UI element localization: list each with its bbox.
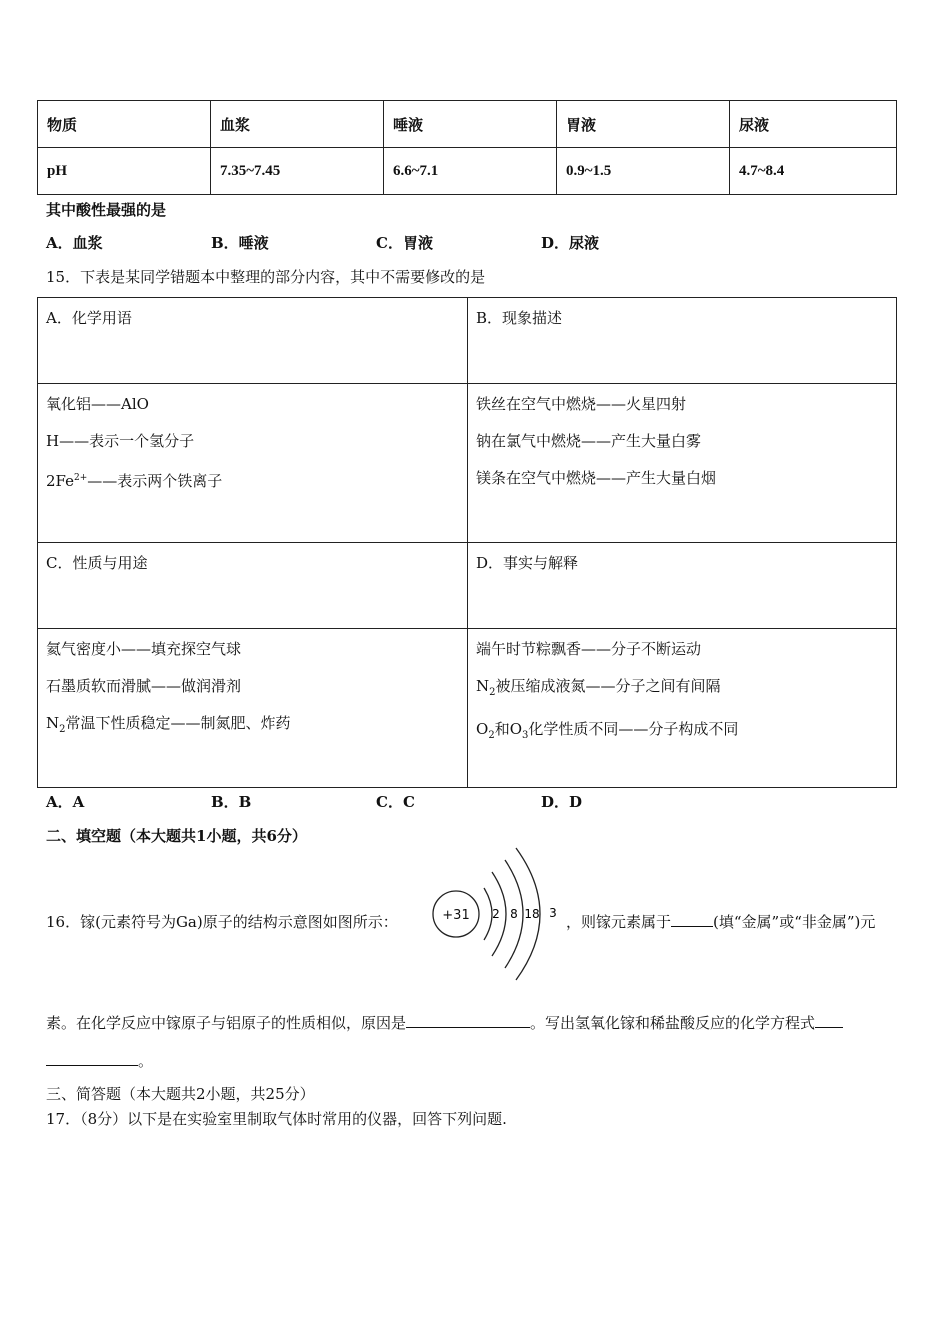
cell-c-title: C．性质与用途 xyxy=(38,543,468,629)
c-line-1: 氦气密度小——填充探空气球 xyxy=(46,640,242,658)
option-b: B．唾液 xyxy=(211,234,269,252)
table-cell: 胃液 xyxy=(557,101,730,148)
option-b: B．B xyxy=(211,793,252,811)
q14-stem: 其中酸性最强的是 xyxy=(46,201,167,219)
table-row xyxy=(38,148,897,195)
option-d: D．D xyxy=(541,793,583,811)
section-3-heading: 三、简答题（本大题共2小题，共25分） xyxy=(46,1085,315,1103)
option-c: C．C xyxy=(376,793,415,811)
shell-arc-1 xyxy=(484,888,492,940)
cell-a-body xyxy=(38,384,468,543)
q14-options xyxy=(46,232,706,253)
shell-label: 8 xyxy=(510,907,518,921)
gallium-atom-diagram xyxy=(428,844,568,984)
q15-stem: 15．下表是某同学错题本中整理的部分内容，其中不需要修改的是 xyxy=(46,268,486,286)
table-row xyxy=(38,384,897,543)
answer-blank xyxy=(406,1013,530,1028)
table-row xyxy=(38,101,897,148)
cell-d-body xyxy=(468,629,897,788)
answer-blank xyxy=(46,1051,138,1066)
b-line-1: 铁丝在空气中燃烧——火星四射 xyxy=(476,395,687,413)
q16-part1: 16．镓(元素符号为Ga)原子的结构示意图如图所示： xyxy=(46,913,398,931)
option-a: A．血浆 xyxy=(46,234,103,252)
table-row xyxy=(38,629,897,788)
option-d: D．尿液 xyxy=(541,234,600,252)
cell-b-title: B．现象描述 xyxy=(468,298,897,384)
d-line-1: 端午时节粽飘香——分子不断运动 xyxy=(476,640,702,658)
table-cell: 0.9~1.5 xyxy=(557,148,730,195)
q16-line3: 。 xyxy=(46,1050,153,1071)
a-line-3: $2Fe^{2+}——$表示两个铁离子 xyxy=(46,472,223,490)
table-row xyxy=(38,543,897,629)
a-line-2: H——表示一个氢分子 xyxy=(46,432,195,450)
c-line-3: $N_2$常温下性质稳定——制氮肥、炸药 xyxy=(46,714,291,735)
q16-part3: (填“金属”或“非金属”)元 xyxy=(713,913,876,931)
table-cell: 6.6~7.1 xyxy=(384,148,557,195)
table-cell: 血浆 xyxy=(211,101,384,148)
table-cell: 唾液 xyxy=(384,101,557,148)
cell-d-title: D．事实与解释 xyxy=(468,543,897,629)
shell-label: 3 xyxy=(549,906,557,920)
d-line-3: $O_2$和$O_3$化学性质不同——分子构成不同 xyxy=(476,720,739,741)
table-cell: 4.7~8.4 xyxy=(730,148,897,195)
nucleus-label: +31 xyxy=(442,908,470,923)
cell-a-title: A．化学用语 xyxy=(38,298,468,384)
c-line-2: 石墨质软而滑腻——做润滑剂 xyxy=(46,677,242,695)
answer-blank xyxy=(671,912,713,927)
q16-line2: 素。在化学反应中镓原子与铝原子的性质相似，原因是 。写出氢氧化镓和稀盐酸反应的化学方程式 xyxy=(46,1012,843,1033)
d-line-2: $N_2$被压缩成液氮——分子之间有间隔 xyxy=(476,677,721,698)
answer-blank xyxy=(815,1013,843,1028)
table-cell: 物质 xyxy=(38,101,211,148)
cell-b-body xyxy=(468,384,897,543)
cell-c-body xyxy=(38,629,468,788)
table-cell: pH xyxy=(38,148,211,195)
table-row xyxy=(38,298,897,384)
shell-label: 18 xyxy=(524,907,540,921)
q15-options xyxy=(46,791,706,812)
table-cell: 尿液 xyxy=(730,101,897,148)
q16-part2: ，则镓元素属于 xyxy=(566,913,672,931)
q16-part2-line xyxy=(566,911,875,932)
option-c: C．胃液 xyxy=(376,234,433,252)
a-line-1: 氧化铝——AlO xyxy=(46,395,149,413)
b-line-3: 镁条在空气中燃烧——产生大量白烟 xyxy=(476,469,717,487)
option-a: A．A xyxy=(46,793,85,811)
q15-table xyxy=(37,297,897,788)
shell-label: 2 xyxy=(492,907,500,921)
ph-table xyxy=(37,100,897,195)
q17-stem: 17．（8分）以下是在实验室里制取气体时常用的仪器，回答下列问题. xyxy=(46,1110,507,1128)
table-cell: 7.35~7.45 xyxy=(211,148,384,195)
section-2-heading: 二、填空题（本大题共1小题，共6分） xyxy=(46,827,307,845)
b-line-2: 钠在氯气中燃烧——产生大量白雾 xyxy=(476,432,702,450)
